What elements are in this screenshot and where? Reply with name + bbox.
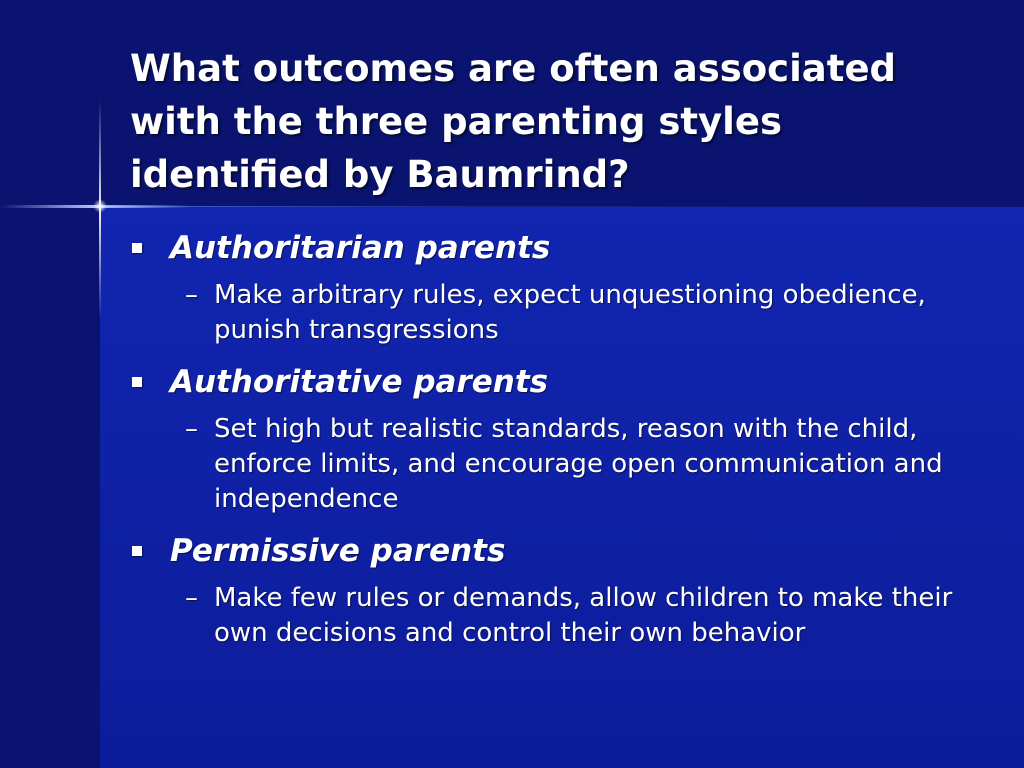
dash-bullet-icon: – <box>185 583 198 613</box>
sub-item-text: Make few rules or demands, allow children to make their own decisions and control their own behavior <box>214 583 953 648</box>
sub-item-text: Make arbitrary rules, expect unquestioning obedience, punish transgressions <box>214 280 926 345</box>
sub-item <box>170 412 980 517</box>
dash-bullet-icon: – <box>185 414 198 444</box>
left-column-band <box>0 207 100 768</box>
slide-title: What outcomes are often associated with the three parenting styles identified by Baumrind? <box>130 47 897 196</box>
square-bullet-icon <box>132 377 142 387</box>
bullet-heading: Permissive parents <box>170 533 506 569</box>
square-bullet-icon <box>132 546 142 556</box>
bullet-heading: Authoritative parents <box>170 364 549 400</box>
dash-bullet-icon: – <box>185 280 198 310</box>
sparkle-star-icon <box>93 199 107 213</box>
bullet-item-authoritarian <box>130 224 980 348</box>
bullet-item-permissive <box>130 527 980 651</box>
sub-list <box>170 278 980 348</box>
bullet-heading: Authoritarian parents <box>170 230 551 266</box>
bullet-list <box>130 224 980 661</box>
sub-item <box>170 581 980 651</box>
header-divider-line <box>100 206 1024 207</box>
sub-item <box>170 278 980 348</box>
square-bullet-icon <box>132 243 142 253</box>
bullet-item-authoritative <box>130 358 980 517</box>
sub-item-text: Set high but realistic standards, reason with the child, enforce limits, and encourage open communication and independence <box>214 414 943 514</box>
sub-list <box>170 581 980 651</box>
sub-list <box>170 412 980 517</box>
